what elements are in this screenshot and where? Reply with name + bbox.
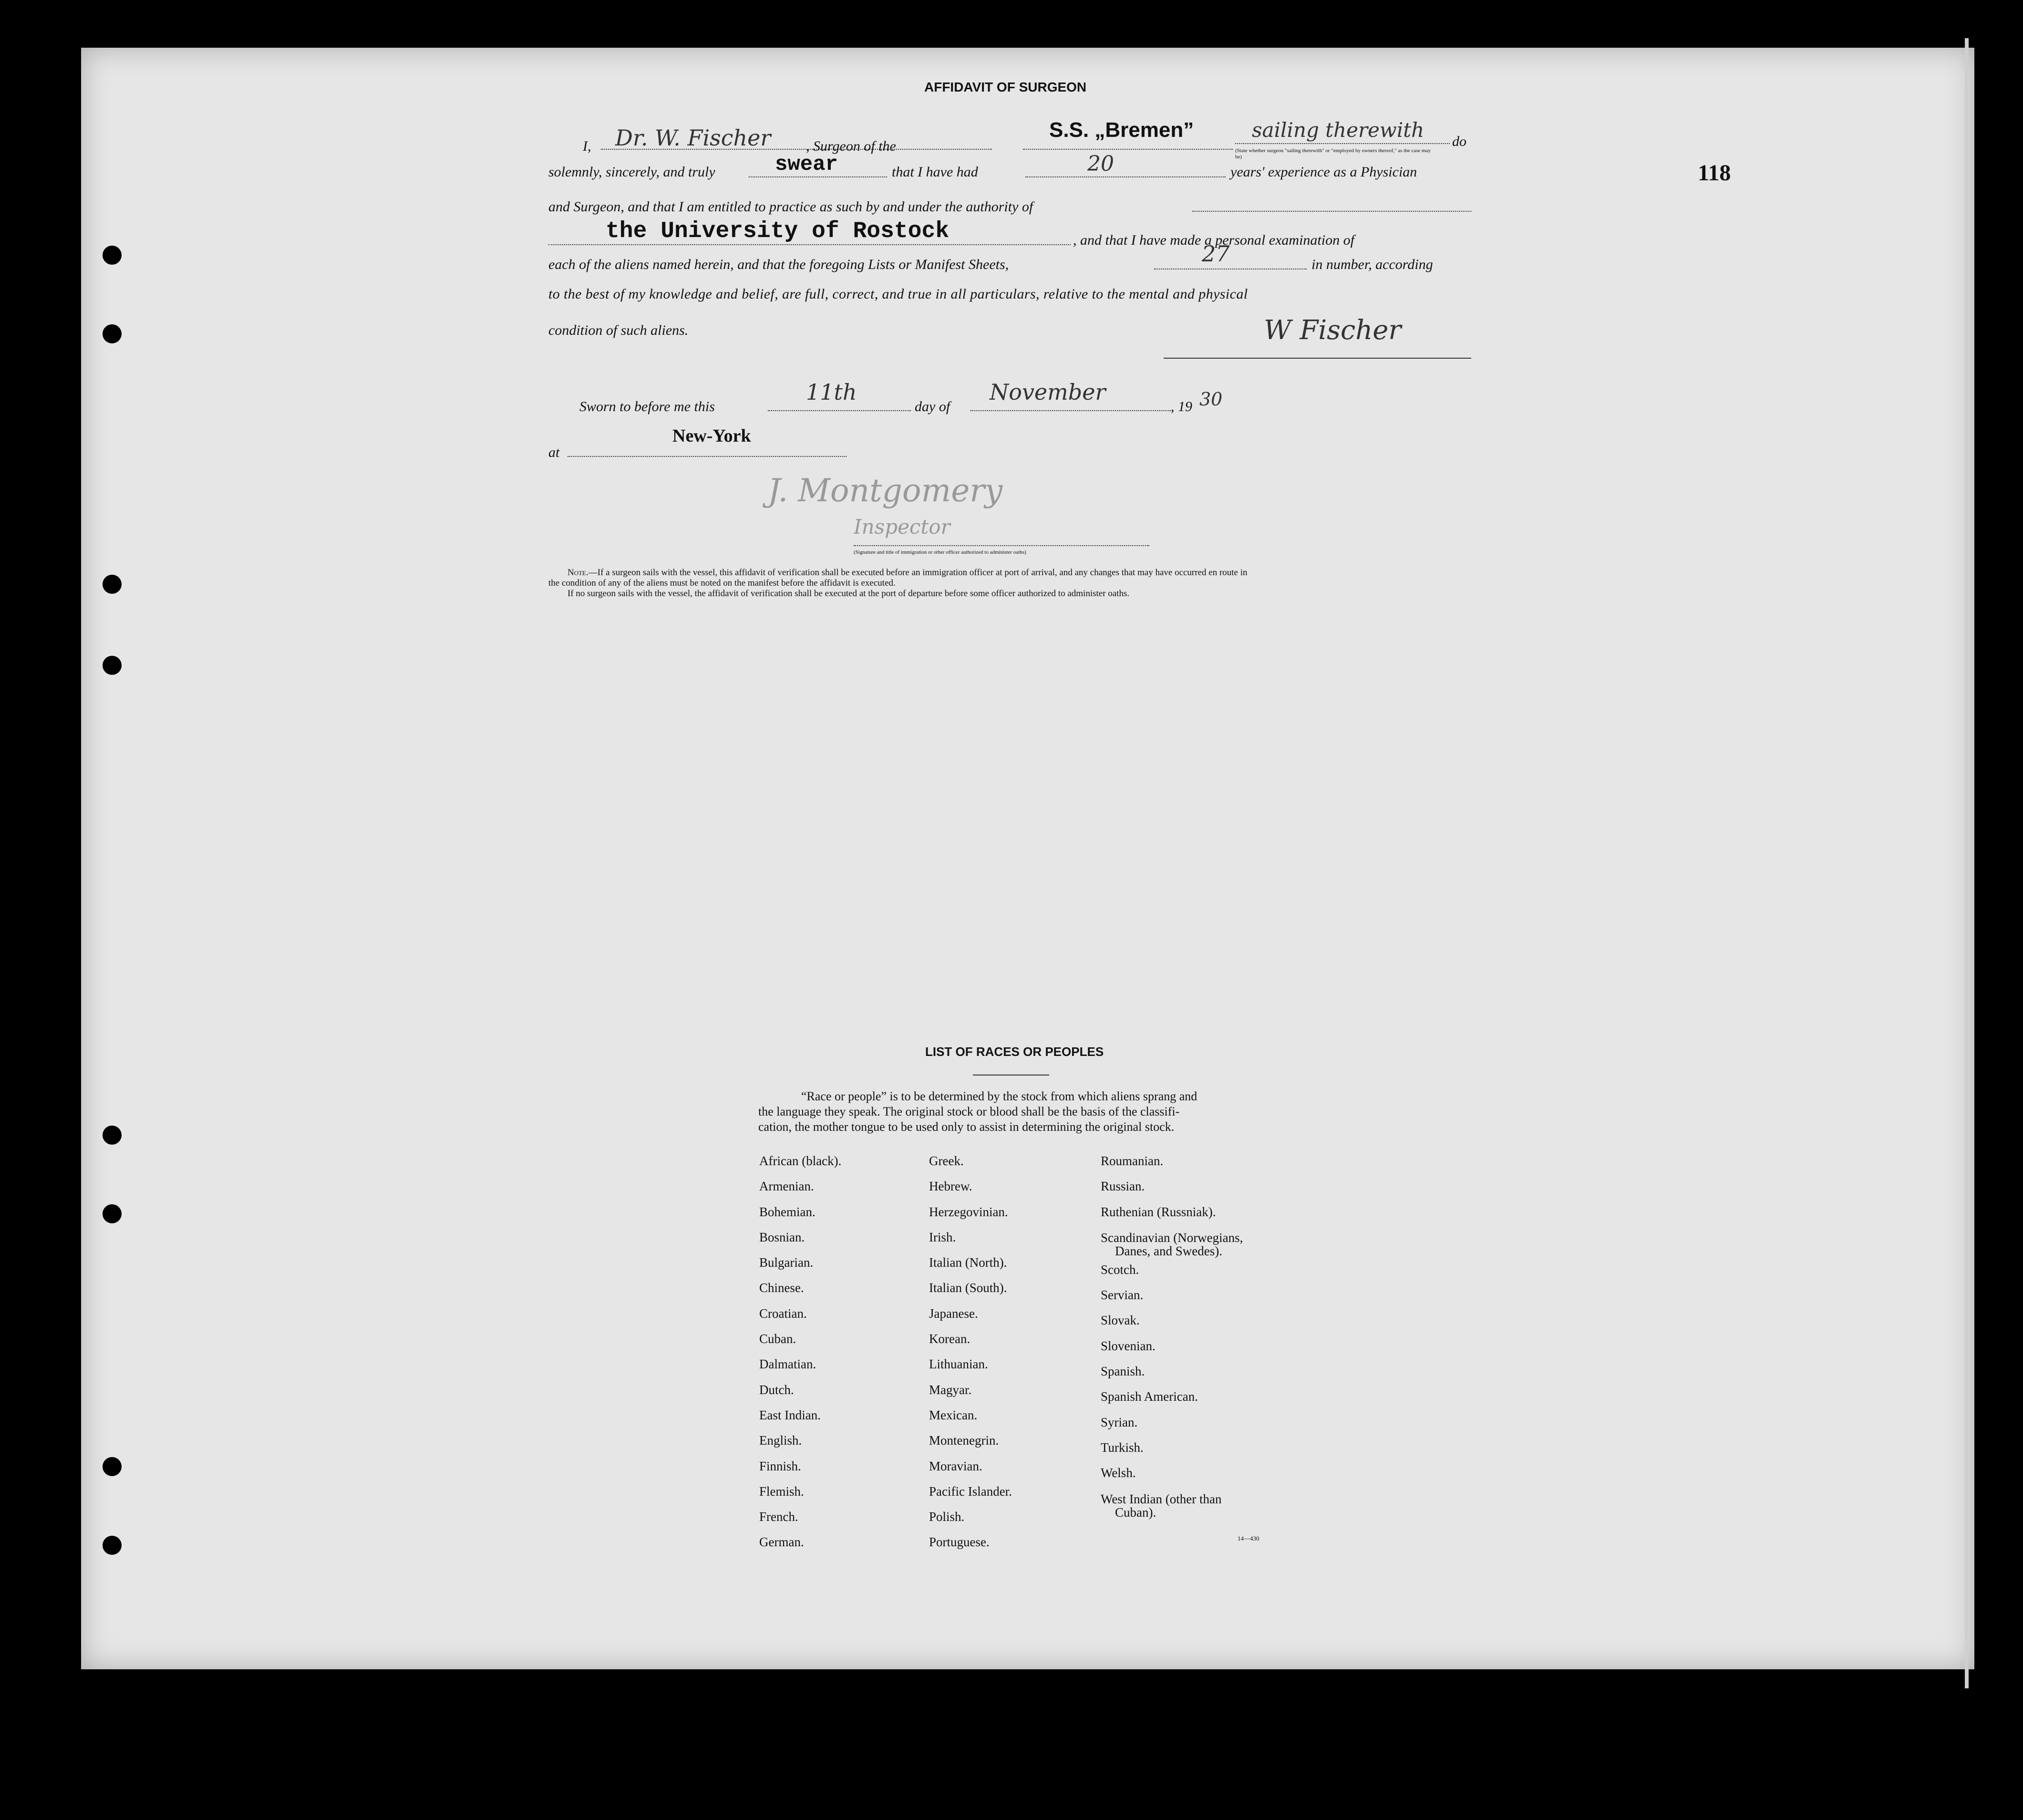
race-item: West Indian (other than xyxy=(1101,1491,1222,1506)
year-suffix: 30 xyxy=(1199,389,1223,410)
note-text-2: the condition of any of the aliens must be noted on the manifest before the affidavit is executed. xyxy=(548,578,896,588)
race-item: African (black). xyxy=(759,1154,842,1168)
signature-line xyxy=(1164,358,1471,359)
punch-hole xyxy=(103,1126,122,1145)
punch-hole xyxy=(103,575,122,594)
officer-caption: (Signature and title of immigration or other officer authorized to administer oaths) xyxy=(854,549,1026,555)
punch-hole xyxy=(103,656,122,675)
race-item: Portuguese. xyxy=(929,1535,990,1550)
race-item: Cuban. xyxy=(759,1332,796,1346)
authority-value: the University of Rostock xyxy=(606,218,950,244)
authority-label: and Surgeon, and that I am entitled to practice as such by and under the authority of xyxy=(548,199,1033,215)
place-line xyxy=(568,456,846,457)
place-value: New-York xyxy=(672,426,751,446)
do-label: do xyxy=(1452,134,1466,149)
punch-hole xyxy=(103,1204,122,1223)
oath-word: swear xyxy=(775,153,838,176)
page-edge xyxy=(1965,38,1969,1688)
ship-name: S.S. „Bremen” xyxy=(1049,118,1194,142)
state-note: (State whether surgeon "sailing therewith" or "employed by owners thereof," as the case may be) xyxy=(1235,148,1431,160)
race-item: Japanese. xyxy=(929,1306,978,1321)
race-item: Moravian. xyxy=(929,1458,982,1473)
form-number: 14—430 xyxy=(1238,1535,1259,1542)
race-item: Mexican. xyxy=(929,1407,978,1422)
race-item: Cuban). xyxy=(1115,1505,1156,1520)
punch-hole xyxy=(103,324,122,343)
races-title: LIST OF RACES OR PEOPLES xyxy=(925,1044,1104,1059)
race-item: Italian (South). xyxy=(929,1281,1007,1295)
in-number-label: in number, according xyxy=(1311,257,1433,272)
race-item: Irish. xyxy=(929,1230,956,1244)
race-item: Herzegovinian. xyxy=(929,1204,1008,1219)
race-item: Greek. xyxy=(929,1154,964,1168)
race-item: French. xyxy=(759,1510,798,1524)
that-i-have-had-label: that I have had xyxy=(892,164,978,180)
year-prefix: , 19 xyxy=(1171,399,1192,414)
sailing-line xyxy=(1235,143,1450,144)
race-item: Roumanian. xyxy=(1101,1154,1164,1168)
surgeon-name: Dr. W. Fischer xyxy=(615,125,771,151)
race-item: Danes, and Swedes). xyxy=(1115,1243,1222,1258)
years-experience-label: years' experience as a Physician xyxy=(1230,164,1417,180)
race-item: English. xyxy=(759,1433,802,1448)
personal-exam-label: , and that I have made a personal examination of xyxy=(1073,232,1354,248)
race-item: Bosnian. xyxy=(759,1230,805,1244)
race-item: Syrian. xyxy=(1101,1415,1138,1429)
races-intro-2: the language they speak. The original stock or blood shall be the basis of the classifi- xyxy=(758,1105,1180,1118)
month-line xyxy=(970,410,1171,411)
race-item: Chinese. xyxy=(759,1281,804,1295)
races-column-2 xyxy=(929,1148,1012,1555)
day-of-label: day of xyxy=(915,399,950,414)
condition-label: condition of such aliens. xyxy=(548,322,689,338)
race-item: Ruthenian (Russniak). xyxy=(1101,1204,1216,1219)
ship-line xyxy=(1023,149,1233,150)
race-item: Spanish American. xyxy=(1101,1389,1198,1404)
officer-title: Inspector xyxy=(854,515,950,538)
race-item: Scandinavian (Norwegians, xyxy=(1101,1230,1243,1245)
race-item: Servian. xyxy=(1101,1288,1144,1303)
surgeon-signature: W Fischer xyxy=(1264,315,1402,346)
race-item: Polish. xyxy=(929,1510,965,1524)
race-item: Montenegrin. xyxy=(929,1433,999,1448)
years-line xyxy=(1025,176,1226,177)
page-number: 118 xyxy=(1698,160,1731,186)
race-item: Turkish. xyxy=(1101,1440,1144,1455)
race-item: Dalmatian. xyxy=(759,1357,816,1372)
punch-hole xyxy=(103,1457,122,1476)
race-item: Dutch. xyxy=(759,1382,794,1397)
oath-line xyxy=(749,176,887,177)
affidavit-title: AFFIDAVIT OF SURGEON xyxy=(924,80,1087,94)
race-item: Slovak. xyxy=(1101,1313,1140,1328)
authority-line-1 xyxy=(1192,211,1471,212)
punch-hole xyxy=(103,246,122,265)
races-intro-3: cation, the mother tongue to be used only to assist in determining the original stock. xyxy=(758,1120,1175,1134)
day-line xyxy=(768,410,911,411)
punch-hole xyxy=(103,1536,122,1555)
officer-line xyxy=(854,545,1149,546)
races-intro xyxy=(758,1089,1273,1135)
race-item: Russian. xyxy=(1101,1179,1145,1194)
race-item: Bohemian. xyxy=(759,1204,815,1219)
sailing-status: sailing therewith xyxy=(1252,118,1424,142)
knowledge-label: to the best of my knowledge and belief, are full, correct, and true in all particulars, relative to the mental and physical xyxy=(548,286,1248,302)
authority-line-2 xyxy=(548,244,1071,245)
race-item: Italian (North). xyxy=(929,1255,1007,1270)
race-item: Welsh. xyxy=(1101,1466,1136,1480)
solemnly-label: solemnly, sincerely, and truly xyxy=(548,164,715,180)
sworn-day: 11th xyxy=(806,379,857,405)
sheets-value: 27 xyxy=(1202,241,1230,267)
race-item: Korean. xyxy=(929,1332,970,1346)
race-item: Spanish. xyxy=(1101,1364,1145,1379)
race-item: Scotch. xyxy=(1101,1262,1139,1277)
race-item: Flemish. xyxy=(759,1484,804,1499)
race-item: Croatian. xyxy=(759,1306,807,1321)
affidavit-note xyxy=(548,568,1478,599)
officer-signature: J. Montgomery xyxy=(768,472,1003,509)
race-item: Bulgarian. xyxy=(759,1255,814,1270)
note-text-3: If no surgeon sails with the vessel, the affidavit of verification shall be executed at the port of departure before some officer authorized to administer oaths. xyxy=(568,589,1130,599)
race-item: East Indian. xyxy=(759,1407,821,1422)
at-label: at xyxy=(548,445,560,460)
surgeon-of-the-label: , Surgeon of the xyxy=(806,138,896,154)
race-item: Slovenian. xyxy=(1101,1338,1156,1353)
race-item: Armenian. xyxy=(759,1179,814,1194)
sworn-label: Sworn to before me this xyxy=(579,399,715,414)
years-value: 20 xyxy=(1087,152,1114,176)
sworn-month: November xyxy=(990,379,1106,405)
race-item: Lithuanian. xyxy=(929,1357,988,1372)
race-item: Finnish. xyxy=(759,1458,801,1473)
races-column-3 xyxy=(1101,1148,1243,1519)
race-item: Hebrew. xyxy=(929,1179,972,1194)
races-column-1 xyxy=(759,1148,841,1555)
note-label: Note. xyxy=(568,568,588,578)
races-intro-1: “Race or people” is to be determined by the stock from which aliens sprang and xyxy=(801,1089,1197,1103)
lead-i: I, xyxy=(583,138,591,154)
lists-label: each of the aliens named herein, and that the foregoing Lists or Manifest Sheets, xyxy=(548,257,1009,272)
race-item: Magyar. xyxy=(929,1382,972,1397)
note-text-1: —If a surgeon sails with the vessel, this affidavit of verification shall be executed before an immigration officer at port of arrival, and any changes that may have occurred en route in xyxy=(588,568,1248,578)
race-item: German. xyxy=(759,1535,804,1550)
race-item: Pacific Islander. xyxy=(929,1484,1012,1499)
